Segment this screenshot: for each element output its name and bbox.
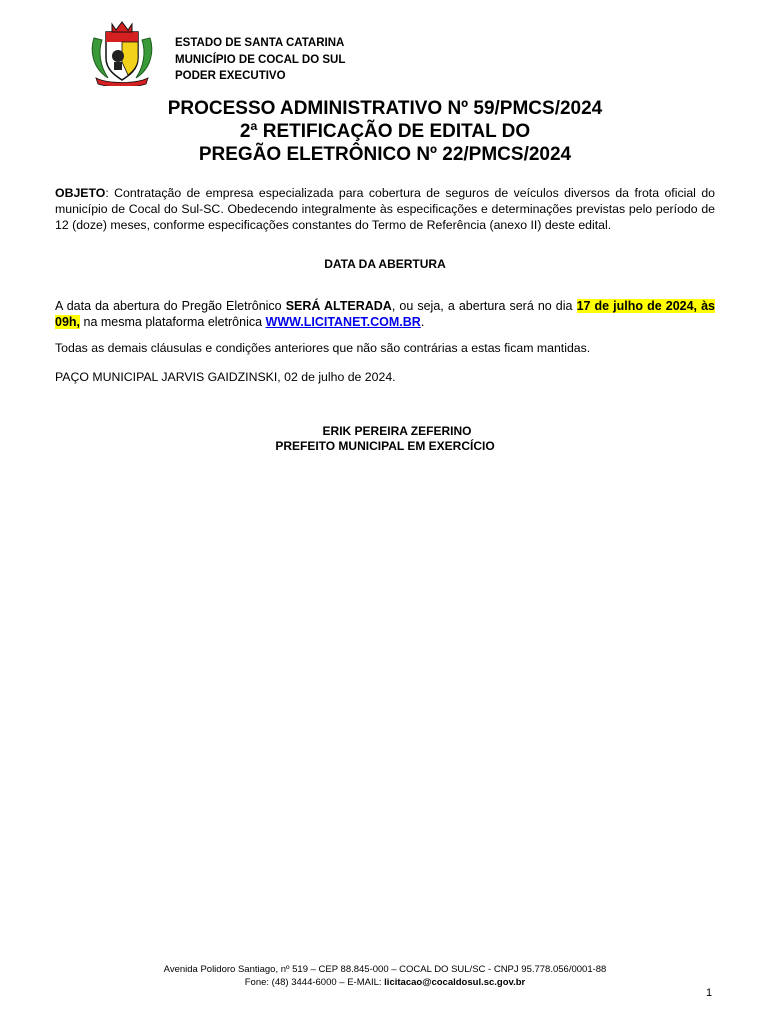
doc-title-line3: PREGÃO ELETRÔNICO Nº 22/PMCS/2024 — [198, 144, 572, 165]
licitanet-link[interactable]: WWW.LICITANET.COM.BR — [265, 315, 421, 329]
footer-address: Avenida Polidoro Santiago, nº 519 – CEP 88.845-000 – COCAL DO SUL/SC - CNPJ 95.778.056/0001-88 — [163, 964, 607, 975]
letterhead — [175, 35, 345, 85]
abertura-text-1: A data da abertura do Pregão Eletrônico — [55, 299, 286, 313]
abertura-text-2: , ou seja, a abertura será no dia — [391, 299, 577, 313]
page-number: 1 — [706, 987, 713, 999]
abertura-emphasis: SERÁ ALTERADA — [285, 299, 392, 313]
letterhead-branch: PODER EXECUTIVO — [175, 70, 286, 82]
doc-title-line1: PROCESSO ADMINISTRATIVO Nº 59/PMCS/2024 — [167, 98, 603, 119]
footer-contact — [0, 976, 770, 989]
place-date: PAÇO MUNICIPAL JARVIS GAIDZINSKI, 02 de julho de 2024. — [55, 370, 396, 384]
clausulas-paragraph: Todas as demais cláusulas e condições anteriores que não são contrárias a estas ficam mantidas. — [55, 341, 591, 355]
abertura-text-3: na mesma plataforma eletrônica — [80, 315, 266, 329]
abertura-paragraph — [55, 298, 715, 330]
municipal-coat-of-arms-icon — [88, 18, 156, 86]
footer-email: licitacao@cocaldosul.sc.gov.br — [384, 977, 526, 988]
objeto-label: OBJETO — [55, 186, 106, 200]
signature-role: PREFEITO MUNICIPAL EM EXERCÍCIO — [275, 439, 495, 453]
objeto-paragraph — [55, 185, 715, 233]
footer-phone: Fone: (48) 3444-6000 – E-MAIL: — [244, 977, 385, 988]
doc-title-line2: 2ª RETIFICAÇÃO DE EDITAL DO — [239, 121, 531, 142]
letterhead-state: ESTADO DE SANTA CATARINA — [175, 37, 345, 49]
abertura-text-4: . — [420, 315, 425, 329]
section-heading: DATA DA ABERTURA — [324, 257, 446, 271]
signature-name: ERIK PEREIRA ZEFERINO — [322, 424, 472, 438]
abertura-date-highlight: 17 de julho de 2024, às 09h, — [55, 299, 715, 329]
objeto-text: : Contratação de empresa especializada para cobertura de seguros de veículos diversos da frota oficial do município de Cocal do Sul-SC. Obedecendo integralmente às especificações e determinações previstas pelo período de 12 (doze) meses, conforme especificações constantes do Termo de Referência (anexo II) deste edital. — [55, 186, 715, 232]
letterhead-municipality: MUNICÍPIO DE COCAL DO SUL — [175, 53, 346, 66]
